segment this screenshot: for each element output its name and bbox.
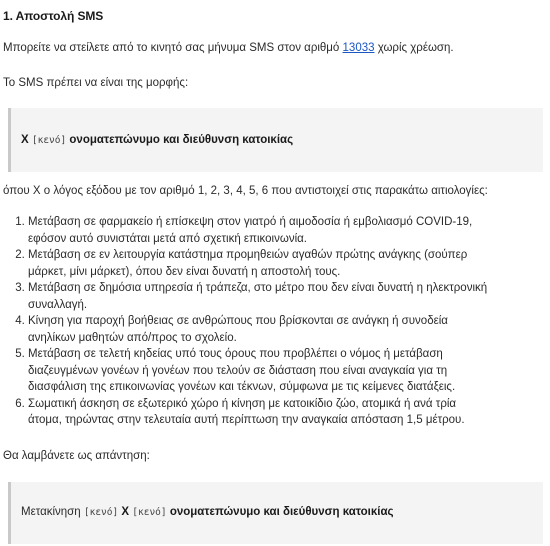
sms-number-link[interactable]: 13033: [342, 42, 375, 54]
reason-line: συναλλαγή.: [28, 298, 88, 311]
reply-word: Μετακίνηση: [21, 506, 81, 518]
format-text: ονοματεπώνυμο και διεύθυνση κατοικίας: [69, 134, 294, 146]
format-blockquote: [8, 108, 543, 172]
reason-line: Μετάβαση σε δημόσια υπηρεσία ή τράπεζα, στο μέτρο που δεν είναι δυνατή η ηλεκτρονική: [28, 282, 488, 294]
intro-text-after: χωρίς χρέωση.: [374, 42, 454, 54]
format-label: Το SMS πρέπει να είναι της μορφής:: [3, 77, 189, 89]
reason-item: [28, 313, 518, 346]
intro-paragraph: [3, 40, 454, 57]
format-line: [21, 132, 293, 150]
reason-line: Κίνηση για παροχή βοήθειας σε ανθρώπους που βρίσκονται σε ανάγκη ή συνοδεία: [28, 315, 448, 327]
reason-line: ανηλίκων μαθητών από/προς το σχολείο.: [28, 331, 237, 344]
where-paragraph: όπου X ο λόγος εξόδου με τον αριθμό 1, 2, 3, 4, 5, 6 που αντιστοιχεί στις παρακάτω αιτιολογίες:: [3, 185, 488, 197]
reason-line: Μετάβαση σε φαρμακείο ή επίσκεψη στον γιατρό ή αιμοδοσία ή εμβολιασμό COVID-19,: [28, 216, 473, 228]
reason-line: Μετάβαση σε τελετή κηδείας υπό τους όρους που προβλέπει ο νόμος ή μετάβαση: [28, 348, 443, 360]
reason-line: διαζευγμένων γονέων ή γονέων που τελούν σε διάσταση που είναι αναγκαία για τη: [28, 364, 448, 377]
reason-line: άτομα, τηρώντας στην τελευταία αυτή περίπτωση την αναγκαία απόσταση 1,5 μέτρου.: [28, 414, 465, 426]
reason-item: [28, 396, 518, 429]
reply-space-2: [κενό]: [132, 507, 167, 518]
reasons-list: [0, 214, 518, 429]
reason-line: διασφάλιση της επικοινωνίας γονέων και τέκνων, σύμφωνα με τις κείμενες διατάξεις.: [28, 381, 456, 393]
reason-item: [28, 346, 518, 396]
reply-blockquote: [8, 482, 543, 544]
format-space: [κενό]: [31, 135, 67, 146]
reason-item: [28, 280, 518, 313]
reason-line: μάρκετ, μίνι μάρκετ), όπου δεν είναι δυνατή η αποστολή τους.: [28, 265, 341, 278]
reason-item: [28, 247, 518, 280]
reply-space-1: [κενό]: [83, 507, 119, 518]
section-heading: 1. Αποστολή SMS: [3, 9, 104, 23]
reason-line: Σωματική άσκηση σε εξωτερικό χώρο ή κίνηση με κατοικίδιο ζώο, ατομικά ή ανά τρία: [28, 397, 457, 410]
reply-text: ονοματεπώνυμο και διεύθυνση κατοικίας: [169, 506, 394, 518]
intro-text-before: Μπορείτε να στείλετε από το κινητό σας μήνυμα SMS στον αριθμό: [3, 42, 343, 54]
reason-line: Μετάβαση σε εν λειτουργία κατάστημα προμηθειών αγαθών πρώτης ανάγκης (σούπερ: [28, 249, 468, 261]
reply-label: Θα λαμβάνετε ως απάντηση:: [3, 450, 150, 462]
format-code: X: [21, 134, 29, 146]
reason-line: εφόσον αυτό συνιστάται μετά από σχετική επικοινωνία.: [28, 232, 307, 245]
reason-item: [28, 214, 518, 247]
reply-line: [21, 504, 394, 522]
reply-code: X: [121, 506, 130, 518]
